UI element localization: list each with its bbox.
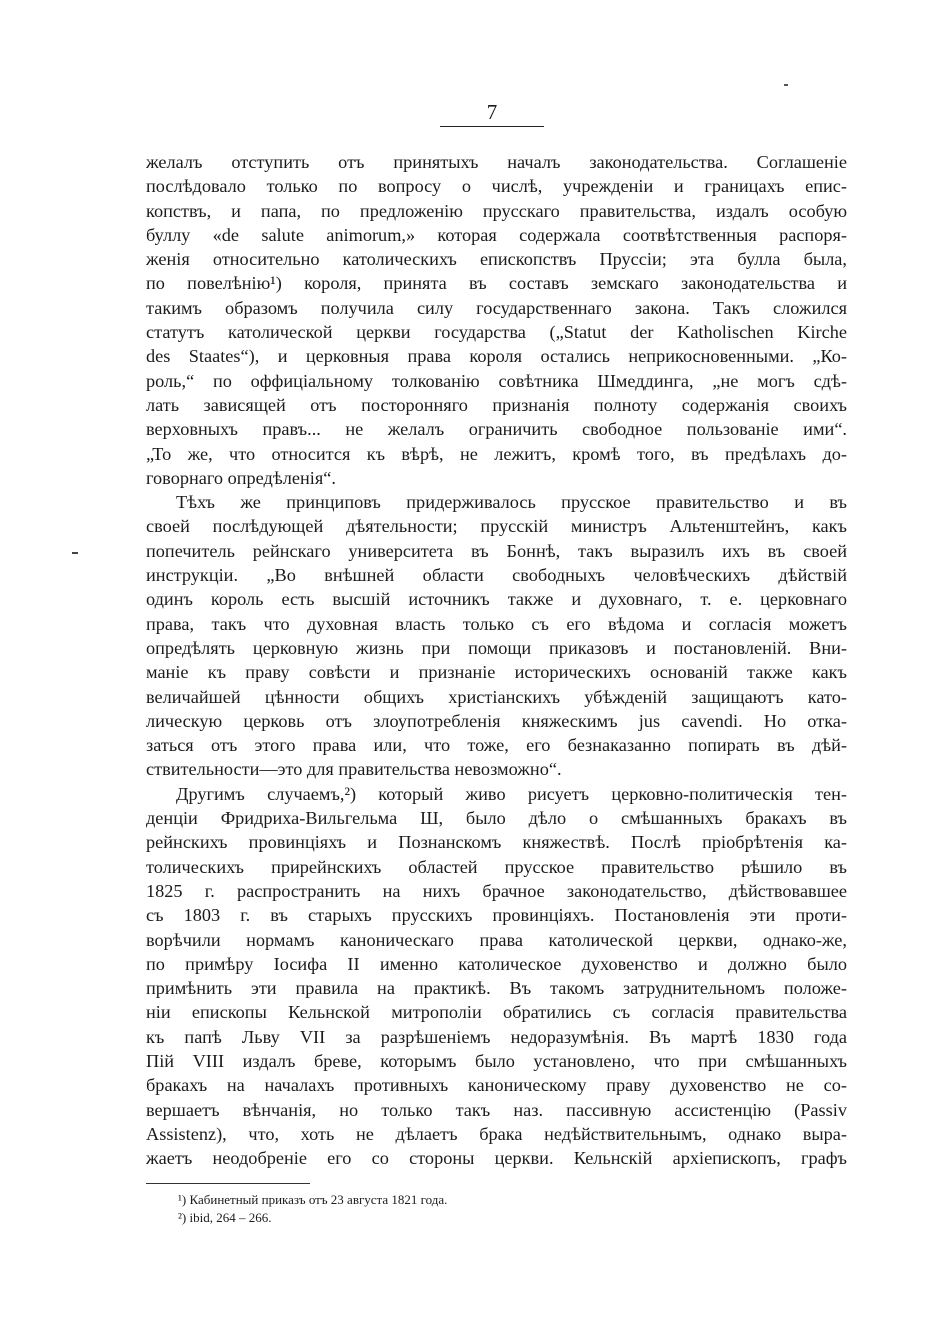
text-line: Пій VIII издалъ бреве, которымъ было установлено, что при смѣшанныхъ [146,1050,847,1071]
page-number: 7 [486,100,498,124]
text-line: лать зависящей отъ посторонняго признанія полноту содержанія своихъ [146,394,847,415]
text-line: права, такъ что духовная власть только съ его вѣдома и согласія можетъ [146,613,847,634]
text-line: одинъ король есть высшій источникъ также и духовнаго, т. е. церковнаго [146,589,847,610]
text-line: по примѣру Іосифа II именно католическое духовенство и должно было [146,953,847,974]
text-line: буллу «de salute animorum,» которая содержала соотвѣтственныя распоря- [146,224,847,245]
footnotes [178,1191,447,1227]
header-rule [440,126,544,127]
text-line: желалъ отступить отъ принятыхъ началъ законодательства. Соглашеніе [146,152,847,172]
text-line: говорнаго опредѣленія“. [146,467,336,488]
footnote-2: ²) ibid, 264 – 266. [178,1210,272,1225]
text-line: рейнскихъ провинціяхъ и Познанскомъ княжествѣ. Послѣ пріобрѣтенія ка- [146,832,847,853]
text-line: толическихъ прирейнскихъ областей прусское правительство рѣшило въ [146,856,847,877]
text-line: Assistenz), что, хоть не дѣлаетъ брака недѣйствительнымъ, однако выра- [146,1123,847,1144]
text-line: по повелѣнію¹) короля, принята въ составъ земскаго законодательства и [146,273,847,294]
text-line: къ папѣ Льву VII за разрѣшеніемъ недоразумѣнія. Въ мартѣ 1830 года [146,1026,847,1047]
text-line: ворѣчили нормамъ каноническаго права католической церкви, однако-же, [146,929,847,950]
text-line: величайшей цѣнности общихъ христіанскихъ убѣжденій защищаютъ като- [146,686,847,707]
text-line: вершаетъ вѣнчанія, но только такъ наз. пассивную ассистенцію (Passiv [146,1099,847,1120]
footnote-1: ¹) Кабинетный приказъ отъ 23 августа 1821 года. [178,1192,448,1207]
text-line: такимъ образомъ получила силу государственнаго закона. Такъ сложился [146,297,847,318]
text-line: попечитель рейнскаго университета въ Боннѣ, такъ выразилъ ихъ въ своей [146,540,847,561]
text-line: опредѣлять церковную жизнь при помощи приказовъ и постановленій. Вни- [146,637,847,658]
page-header [440,100,544,127]
text-line: бракахъ на началахъ противныхъ каноническому праву духовенство не со- [146,1075,847,1096]
text-line: маніе къ праву совѣсти и признаніе историческихъ основаній также какъ [146,662,847,683]
text-line: Другимъ случаемъ,²) который живо рисуетъ церковно-политическія тен- [176,783,847,804]
text-line: жаетъ неодобреніе его со стороны церкви. Кельнскій архіепископъ, графъ [146,1148,847,1169]
text-line: инструкціи. „Во внѣшней области свободныхъ человѣческихъ дѣйствій [146,565,847,586]
text-line: ніи епископы Кельнской митрополіи обратились съ согласія правительства [146,1002,847,1023]
text-line: своей послѣдующей дѣятельности; прусскій министръ Альтенштейнъ, какъ [146,516,847,537]
scan-speck [784,84,788,86]
text-line: верховныхъ правъ... не желалъ ограничить свободное пользованіе ими“. [146,419,847,440]
text-line: послѣдовало только по вопросу о числѣ, учрежденіи и границахъ епис- [146,176,847,197]
text-line: денціи Фридриха-Вильгельма Ш, было дѣло о смѣшанныхъ бракахъ въ [146,808,847,829]
text-line: роль,“ по оффиціальному толкованію совѣтника Шмеддинга, „не могъ сдѣ- [146,370,847,391]
text-line: 1825 г. распространить на нихъ брачное законодательство, дѣйствовавшее [146,880,847,901]
text-line: „То же, что относится къ вѣрѣ, не лежитъ, кромѣ того, въ предѣлахъ до- [146,443,847,464]
footnote-separator [146,1183,310,1184]
text-line: копствъ, и папа, по предложенію прусскаго правительства, издалъ особую [146,200,847,221]
text-line: лическую церковь отъ злоупотребленія княжескимъ jus cavendi. Но отка- [146,710,847,731]
body-text [146,150,847,1170]
text-line: Тѣхъ же принциповъ придерживалось прусское правительство и въ [176,492,847,513]
text-line: ствительности—это для правительства невозможно“. [146,759,562,780]
text-line: des Staates“), и церковныя права короля остались неприкосновенными. „Ко- [146,346,847,367]
text-line: примѣнить эти правила на практикѣ. Въ такомъ затруднительномъ положе- [146,978,847,999]
text-line: статутъ католической церкви государства („Statut der Katholischen Kirche [146,322,847,343]
text-line: съ 1803 г. въ старыхъ прусскихъ провинціяхъ. Постановленія эти проти- [146,905,847,926]
margin-mark [72,552,78,554]
text-line: заться отъ этого права или, что тоже, его безнаказанно попирать въ дѣй- [146,735,847,756]
text-line: женія относительно католическихъ епископствъ Пруссіи; эта булла была, [146,249,847,270]
